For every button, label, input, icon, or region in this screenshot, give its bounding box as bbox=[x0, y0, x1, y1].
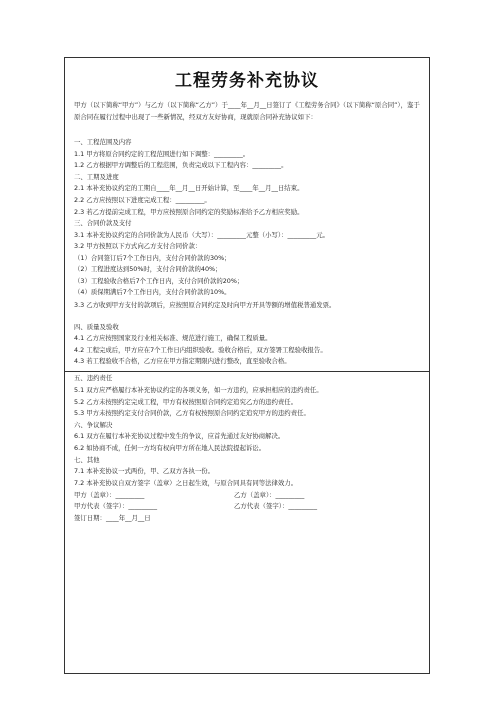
section-5-heading: 五、违约责任 bbox=[74, 374, 113, 382]
clause-6-1: 6.1 双方在履行本补充协议过程中发生的争议，应首先通过友好协商解决。 bbox=[74, 432, 285, 440]
section-6-heading: 六、争议解决 bbox=[74, 421, 113, 429]
party-b-seal: 乙方（盖章）：_________ bbox=[234, 491, 305, 499]
payment-term-4: （4）质保期满后7个工作日内，支付合同价款的10%。 bbox=[74, 288, 231, 296]
payment-term-2: （2）工程进度达到50%时，支付合同价款的40%； bbox=[74, 265, 222, 273]
clause-7-2: 7.2 本补充协议自双方签字（盖章）之日起生效，与原合同具有同等法律效力。 bbox=[74, 479, 298, 487]
clause-4-2: 4.2 工程完成后，甲方应在7个工作日内组织验收。验收合格后，双方签署工程验收报告。 bbox=[74, 346, 327, 354]
party-a-seal: 甲方（盖章）：_________ bbox=[74, 491, 145, 499]
party-b-representative: 乙方代表（签字）：_________ bbox=[234, 502, 318, 510]
clause-6-2: 6.2 如协商不成，任何一方均有权向甲方所在地人民法院提起诉讼。 bbox=[74, 444, 266, 452]
clause-5-1: 5.1 双方应严格履行本补充协议约定的各项义务，如一方违约，应承担相应的违约责任。 bbox=[74, 386, 323, 394]
clause-7-1: 7.1 本补充协议一式两份，甲、乙双方各执一份。 bbox=[74, 467, 215, 475]
clause-1-2: 1.2 乙方根据甲方调整后的工程范围，负责完成以下工程内容：_________。 bbox=[74, 161, 288, 169]
document-title: 工程劳务补充协议 bbox=[175, 71, 319, 91]
clause-2-2: 2.2 乙方应按照以下进度完成工程：_________。 bbox=[74, 196, 211, 204]
clause-1-1: 1.1 甲方将原合同约定的工程范围进行如下调整：_________。 bbox=[74, 150, 250, 158]
section-7-heading: 七、其他 bbox=[74, 456, 100, 464]
payment-term-3: （3）工程验收合格后7个工作日内，支付合同价款的20%； bbox=[74, 277, 244, 285]
signature-row-seal bbox=[74, 491, 423, 499]
clause-2-3: 2.3 若乙方提前完成工程，甲方应按照原合同约定的奖励标准给予乙方相应奖励。 bbox=[74, 208, 304, 216]
signing-date: 签订日期：____年__月__日 bbox=[74, 514, 151, 522]
contract-document bbox=[64, 57, 430, 372]
clause-4-3: 4.3 若工程验收不合格，乙方应在甲方指定期限内进行整改，直至验收合格。 bbox=[74, 357, 291, 365]
clause-2-1: 2.1 本补充协议约定的工期自____年__月__日开始计算，至____年__月__日结束。 bbox=[74, 184, 304, 192]
clause-5-3: 5.3 甲方未按照约定支付合同价款，乙方有权按照原合同约定追究甲方的违约责任。 bbox=[74, 409, 310, 417]
intro-paragraph: 甲方（以下简称“甲方”）与乙方（以下简称“乙方”）于____年__月__日签订了《工程劳务合同》（以下简称“原合同”），鉴于原合同在履行过程中出现了一些新情况，经双方友好协商，现就原合同补充协议如下： bbox=[74, 101, 420, 121]
clause-3-1: 3.1 本补充协议约定的合同价款为人民币（大写）：_________元整（小写）：_________元。 bbox=[74, 231, 330, 239]
payment-term-1: （1）合同签订后7个工作日内，支付合同价款的30%； bbox=[74, 254, 231, 262]
clause-4-1: 4.1 乙方应按照国家及行业相关标准、规范进行施工，确保工程质量。 bbox=[74, 334, 272, 342]
contract-document-continued bbox=[64, 371, 430, 674]
clause-5-2: 5.2 乙方未按照约定完成工程，甲方有权按照原合同约定追究乙方的违约责任。 bbox=[74, 398, 298, 406]
clause-3-2: 3.2 甲方按照以下方式向乙方支付合同价款： bbox=[74, 242, 202, 250]
section-2-heading: 二、工期及进度 bbox=[74, 173, 119, 181]
section-4-heading: 四、质量及验收 bbox=[74, 323, 119, 331]
section-3-heading: 三、合同价款及支付 bbox=[74, 219, 132, 227]
party-a-representative: 甲方代表（签字）：_________ bbox=[74, 502, 158, 510]
clause-3-3: 3.3 乙方收到甲方支付的款项后，应按照原合同约定及时向甲方开具等额的增值税普通发票。 bbox=[74, 301, 336, 309]
section-1-heading: 一、工程范围及内容 bbox=[74, 138, 132, 146]
signature-row-rep bbox=[74, 502, 423, 510]
